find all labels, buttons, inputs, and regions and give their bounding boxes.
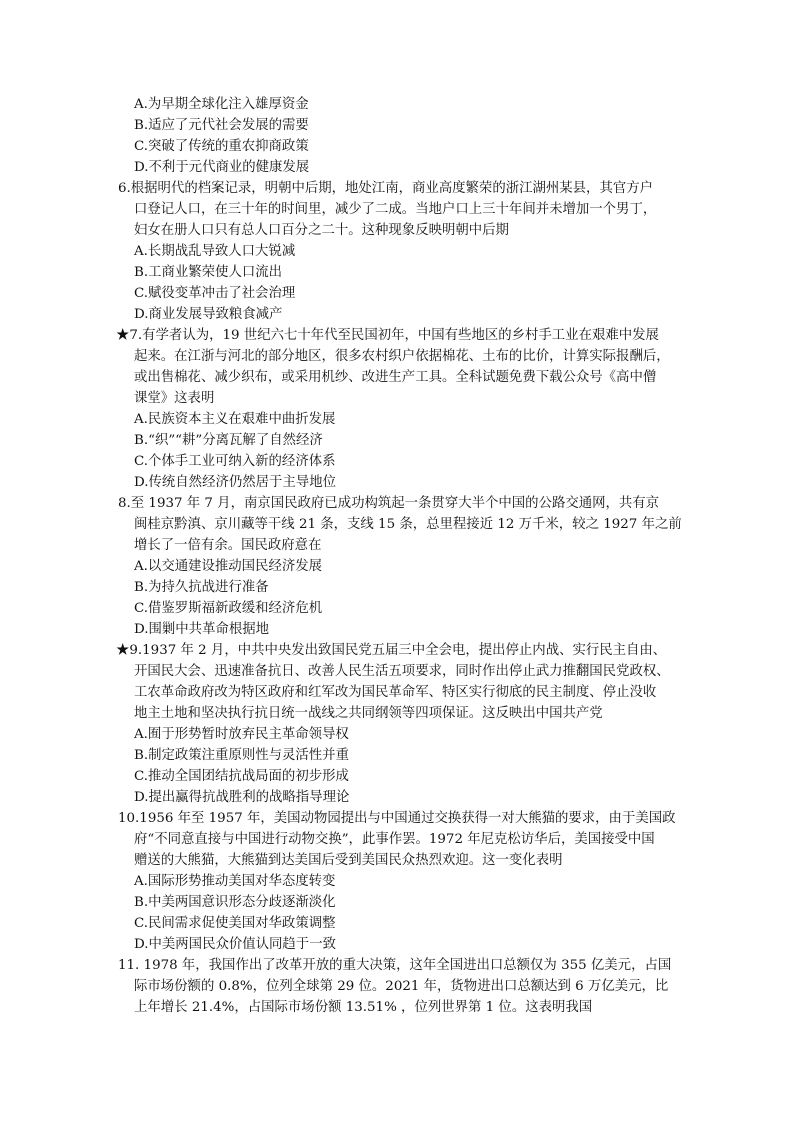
q9-option-b: B.制定政策注重原则性与灵活性并重 <box>134 748 349 763</box>
q10-option-c: C.民间需求促使美国对华政策调整 <box>134 916 336 931</box>
q8-option-d: D.围剿中共革命根据地 <box>134 622 270 637</box>
q7-option-a: A.民族资本主义在艰难中曲折发展 <box>134 412 336 427</box>
q9-stem-line-1: ★9.1937 年 2 月，中共中央发出致国民党五届三中全会电，提出停止内战、实行民主自由、 <box>116 643 667 658</box>
q8-option-c: C.借鉴罗斯福新政缓和经济危机 <box>134 601 323 616</box>
q8-stem-line-3: 增长了一倍有余。国民政府意在 <box>134 538 322 553</box>
q5-option-c: C.突破了传统的重农抑商政策 <box>134 139 309 154</box>
q6-option-a: A.长期战乱导致人口大锐减 <box>134 244 296 259</box>
q10-stem-line-3: 赠送的大熊猫，大熊猫到达美国后受到美国民众热烈欢迎。这一变化表明 <box>134 853 563 868</box>
q9-stem-line-2: 开国民大会、迅速准备抗日、改善人民生活五项要求，同时作出停止武力推翻国民党政权、 <box>134 664 670 679</box>
q9-option-d: D.提出赢得抗战胜利的战略指导理论 <box>134 790 350 805</box>
q6-option-d: D.商业发展导致粮食减产 <box>134 307 283 322</box>
q9-option-c: C.推动全国团结抗战局面的初步形成 <box>134 769 349 784</box>
q8-stem-line-1: 8.至 1937 年 7 月，南京国民政府已成功构筑起一条贯穿大半个中国的公路交通网，共有京 <box>118 496 660 511</box>
q8-option-a: A.以交通建设推动国民经济发展 <box>134 559 323 574</box>
q6-option-b: B.工商业繁荣使人口流出 <box>134 265 283 280</box>
q10-stem-line-2: 府“不同意直接与中国进行动物交换”，此事作罢。1972 年尼克松访华后，美国接受中国 <box>134 832 655 847</box>
q8-option-b: B.为持久抗战进行准备 <box>134 580 269 595</box>
q5-option-a: A.为早期全球化注入雄厚资金 <box>134 97 309 112</box>
q5-option-d: D.不利于元代商业的健康发展 <box>134 160 310 175</box>
q10-option-a: A.国际形势推动美国对华态度转变 <box>134 874 336 889</box>
q6-stem-line-3: 妇女在册人口只有总人口百分之二十。这种现象反映明朝中后期 <box>134 223 509 238</box>
q5-option-b: B.适应了元代社会发展的需要 <box>134 118 309 133</box>
q10-option-b: B.中美两国意识形态分歧逐渐淡化 <box>134 895 336 910</box>
q7-option-d: D.传统自然经济仍然居于主导地位 <box>134 475 336 490</box>
q7-option-b: B.“织”“耕”分离瓦解了自然经济 <box>134 433 323 448</box>
q8-stem-line-2: 闽桂京黔滇、京川藏等干线 21 条，支线 15 条，总里程接近 12 万千米，较之 1927 年之前 <box>134 517 682 532</box>
q7-stem-line-3: 或出售棉花、减少织布，或采用机纱、改进生产工具。全科试题免费下载公众号《高中僧 <box>134 370 657 385</box>
q9-option-a: A.囿于形势暂时放弃民主革命领导权 <box>134 727 349 742</box>
q11-stem-line-1: 11. 1978 年，我国作出了改革开放的重大决策，这年全国进出口总额仅为 355 亿美元，占国 <box>118 958 672 973</box>
q9-stem-line-4: 地主土地和坚决执行抗日统一战线之共同纲领等四项保证。这反映出中国共产党 <box>134 706 603 721</box>
q11-stem-line-2: 际市场份额的 0.8%，位列全球第 29 位。2021 年，货物进出口总额达到 6 万亿美元，比 <box>134 979 669 994</box>
q7-stem-line-4: 课堂》这表明 <box>134 391 215 406</box>
q7-option-c: C.个体手工业可纳入新的经济体系 <box>134 454 336 469</box>
q6-stem-line-1: 6.根据明代的档案记录，明朝中后期，地处江南，商业高度繁荣的浙江湖州某县，其官方户 <box>118 181 654 196</box>
q9-stem-line-3: 工农革命政府改为特区政府和红军改为国民革命军、特区实行彻底的民主制度、停止没收 <box>134 685 657 700</box>
q6-stem-line-2: 口登记人口，在三十年的时间里，减少了二成。当地户口上三十年间并未增加一个男丁， <box>134 202 657 217</box>
q10-stem-line-1: 10.1956 年至 1957 年，美国动物园提出与中国通过交换获得一对大熊猫的要求，由于美国政 <box>118 811 676 826</box>
q7-stem-line-1: ★7.有学者认为，19 世纪六七十年代至民国初年，中国有些地区的乡村手工业在艰难中发展 <box>116 328 659 343</box>
q7-stem-line-2: 起来。在江浙与河北的部分地区，很多农村织户依据棉花、土布的比价，计算实际报酬后， <box>134 349 670 364</box>
q6-option-c: C.赋役变革冲击了社会治理 <box>134 286 296 301</box>
q11-stem-line-3: 上年增长 21.4%，占国际市场份额 13.51% ，位列世界第 1 位。这表明我国 <box>134 1000 593 1015</box>
q10-option-d: D.中美两国民众价值认同趋于一致 <box>134 937 336 952</box>
